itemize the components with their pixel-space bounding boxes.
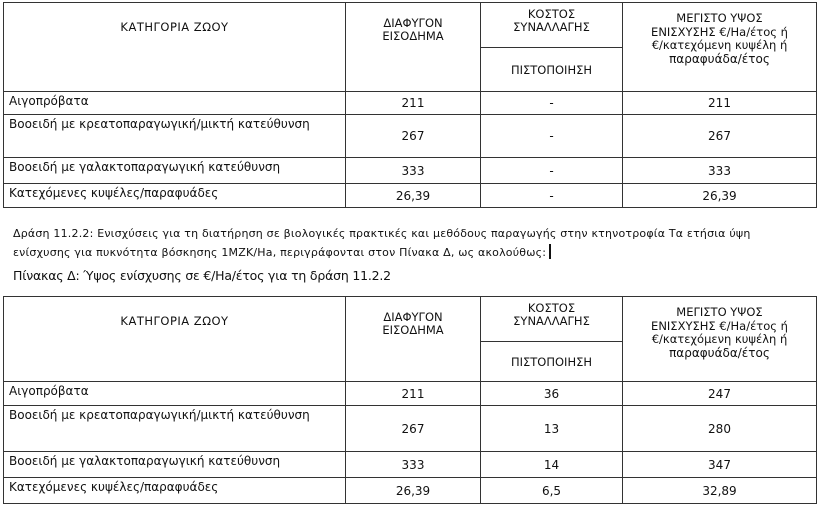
header-category: ΚΑΤΗΓΟΡΙΑ ΖΩΟΥ bbox=[4, 297, 346, 382]
table-row bbox=[4, 382, 817, 406]
action-description-line1: Δράση 11.2.2: Ενισχύσεις για τη διατήρηση σε βιολογικές πρακτικές και μεθόδους παραγωγής στην κτηνοτροφία Τα ετήσια ύψη bbox=[13, 227, 751, 240]
header-category: ΚΑΤΗΓΟΡΙΑ ΖΩΟΥ bbox=[4, 3, 346, 92]
row-income: 26,39 bbox=[346, 184, 481, 208]
row-category: Βοοειδή με κρεατοπαραγωγική/μικτή κατεύθυνση bbox=[4, 115, 346, 158]
row-category: Βοοειδή με γαλακτοπαραγωγική κατεύθυνση bbox=[4, 158, 346, 184]
header-certification: ΠΙΣΤΟΠΟΙΗΣΗ bbox=[481, 48, 623, 92]
row-max: 247 bbox=[623, 382, 817, 406]
table-row bbox=[4, 158, 817, 184]
header-row bbox=[4, 297, 817, 342]
row-max: 26,39 bbox=[623, 184, 817, 208]
header-max bbox=[623, 297, 817, 382]
header-cost-line1: ΚΟΣΤΟΣ bbox=[527, 301, 576, 315]
row-income: 333 bbox=[346, 452, 481, 478]
row-max: 211 bbox=[623, 92, 817, 115]
header-max-line1: ΜΕΓΙΣΤΟ ΥΨΟΣ bbox=[676, 305, 763, 319]
row-income: 211 bbox=[346, 92, 481, 115]
header-income-line2: ΕΙΣΟΔΗΜΑ bbox=[382, 29, 444, 43]
row-category: Αιγοπρόβατα bbox=[4, 382, 346, 406]
row-income: 267 bbox=[346, 115, 481, 158]
payment-table-2 bbox=[3, 296, 817, 504]
header-cost bbox=[481, 3, 623, 48]
table-row bbox=[4, 184, 817, 208]
header-row bbox=[4, 3, 817, 48]
table-caption: Πίνακας Δ: Ύψος ενίσχυσης σε €/Ha/έτος για τη δράση 11.2.2 bbox=[13, 268, 391, 283]
header-income-line2: ΕΙΣΟΔΗΜΑ bbox=[382, 323, 444, 337]
row-cost: - bbox=[481, 184, 623, 208]
row-category: Κατεχόμενες κυψέλες/παραφυάδες bbox=[4, 478, 346, 504]
header-max-line2: ΕΝΙΣΧΥΣΗΣ €/Ha/έτος ή bbox=[651, 24, 788, 39]
row-category: Αιγοπρόβατα bbox=[4, 92, 346, 115]
table-row bbox=[4, 115, 817, 158]
row-income: 267 bbox=[346, 406, 481, 452]
header-cost-line1: ΚΟΣΤΟΣ bbox=[527, 7, 576, 21]
row-category: Βοοειδή με κρεατοπαραγωγική/μικτή κατεύθυνση bbox=[4, 406, 346, 452]
action-description-line2: ενίσχυσης για πυκνότητα βόσκησης 1ΜΖΚ/Ha, περιγράφονται στον Πίνακα Δ, ως ακολούθως: bbox=[13, 246, 547, 259]
row-cost: 13 bbox=[481, 406, 623, 452]
action-description bbox=[13, 224, 813, 262]
row-cost: 36 bbox=[481, 382, 623, 406]
header-max-line3: €/κατεχόμενη κυψέλη ή bbox=[651, 38, 788, 52]
row-cost: 6,5 bbox=[481, 478, 623, 504]
header-cost bbox=[481, 297, 623, 342]
row-income: 211 bbox=[346, 382, 481, 406]
header-max-line2: ΕΝΙΣΧΥΣΗΣ €/Ha/έτος ή bbox=[651, 318, 788, 333]
table-row bbox=[4, 92, 817, 115]
header-max-line1: ΜΕΓΙΣΤΟ ΥΨΟΣ bbox=[676, 11, 763, 25]
header-cost-line2: ΣΥΝΑΛΛΑΓΗΣ bbox=[513, 20, 590, 34]
payment-table-1 bbox=[3, 2, 817, 208]
header-income bbox=[346, 297, 481, 382]
header-income bbox=[346, 3, 481, 92]
row-cost: 14 bbox=[481, 452, 623, 478]
header-max-line4: παραφυάδα/έτος bbox=[669, 51, 770, 66]
header-max bbox=[623, 3, 817, 92]
row-max: 347 bbox=[623, 452, 817, 478]
row-max: 333 bbox=[623, 158, 817, 184]
header-max-line3: €/κατεχόμενη κυψέλη ή bbox=[651, 332, 788, 346]
header-income-line1: ΔΙΑΦΥΓΟΝ bbox=[383, 16, 443, 30]
row-category: Κατεχόμενες κυψέλες/παραφυάδες bbox=[4, 184, 346, 208]
row-income: 26,39 bbox=[346, 478, 481, 504]
row-max: 280 bbox=[623, 406, 817, 452]
row-income: 333 bbox=[346, 158, 481, 184]
row-max: 267 bbox=[623, 115, 817, 158]
header-max-line4: παραφυάδα/έτος bbox=[669, 345, 770, 360]
table-row bbox=[4, 452, 817, 478]
text-cursor[interactable] bbox=[549, 244, 551, 259]
action-description-line2-wrap bbox=[13, 243, 813, 262]
header-income-line1: ΔΙΑΦΥΓΟΝ bbox=[383, 310, 443, 324]
header-cost-line2: ΣΥΝΑΛΛΑΓΗΣ bbox=[513, 314, 590, 328]
row-category: Βοοειδή με γαλακτοπαραγωγική κατεύθυνση bbox=[4, 452, 346, 478]
header-certification: ΠΙΣΤΟΠΟΙΗΣΗ bbox=[481, 342, 623, 382]
row-cost: - bbox=[481, 158, 623, 184]
row-max: 32,89 bbox=[623, 478, 817, 504]
table-row bbox=[4, 478, 817, 504]
row-cost: - bbox=[481, 92, 623, 115]
row-cost: - bbox=[481, 115, 623, 158]
table-row bbox=[4, 406, 817, 452]
